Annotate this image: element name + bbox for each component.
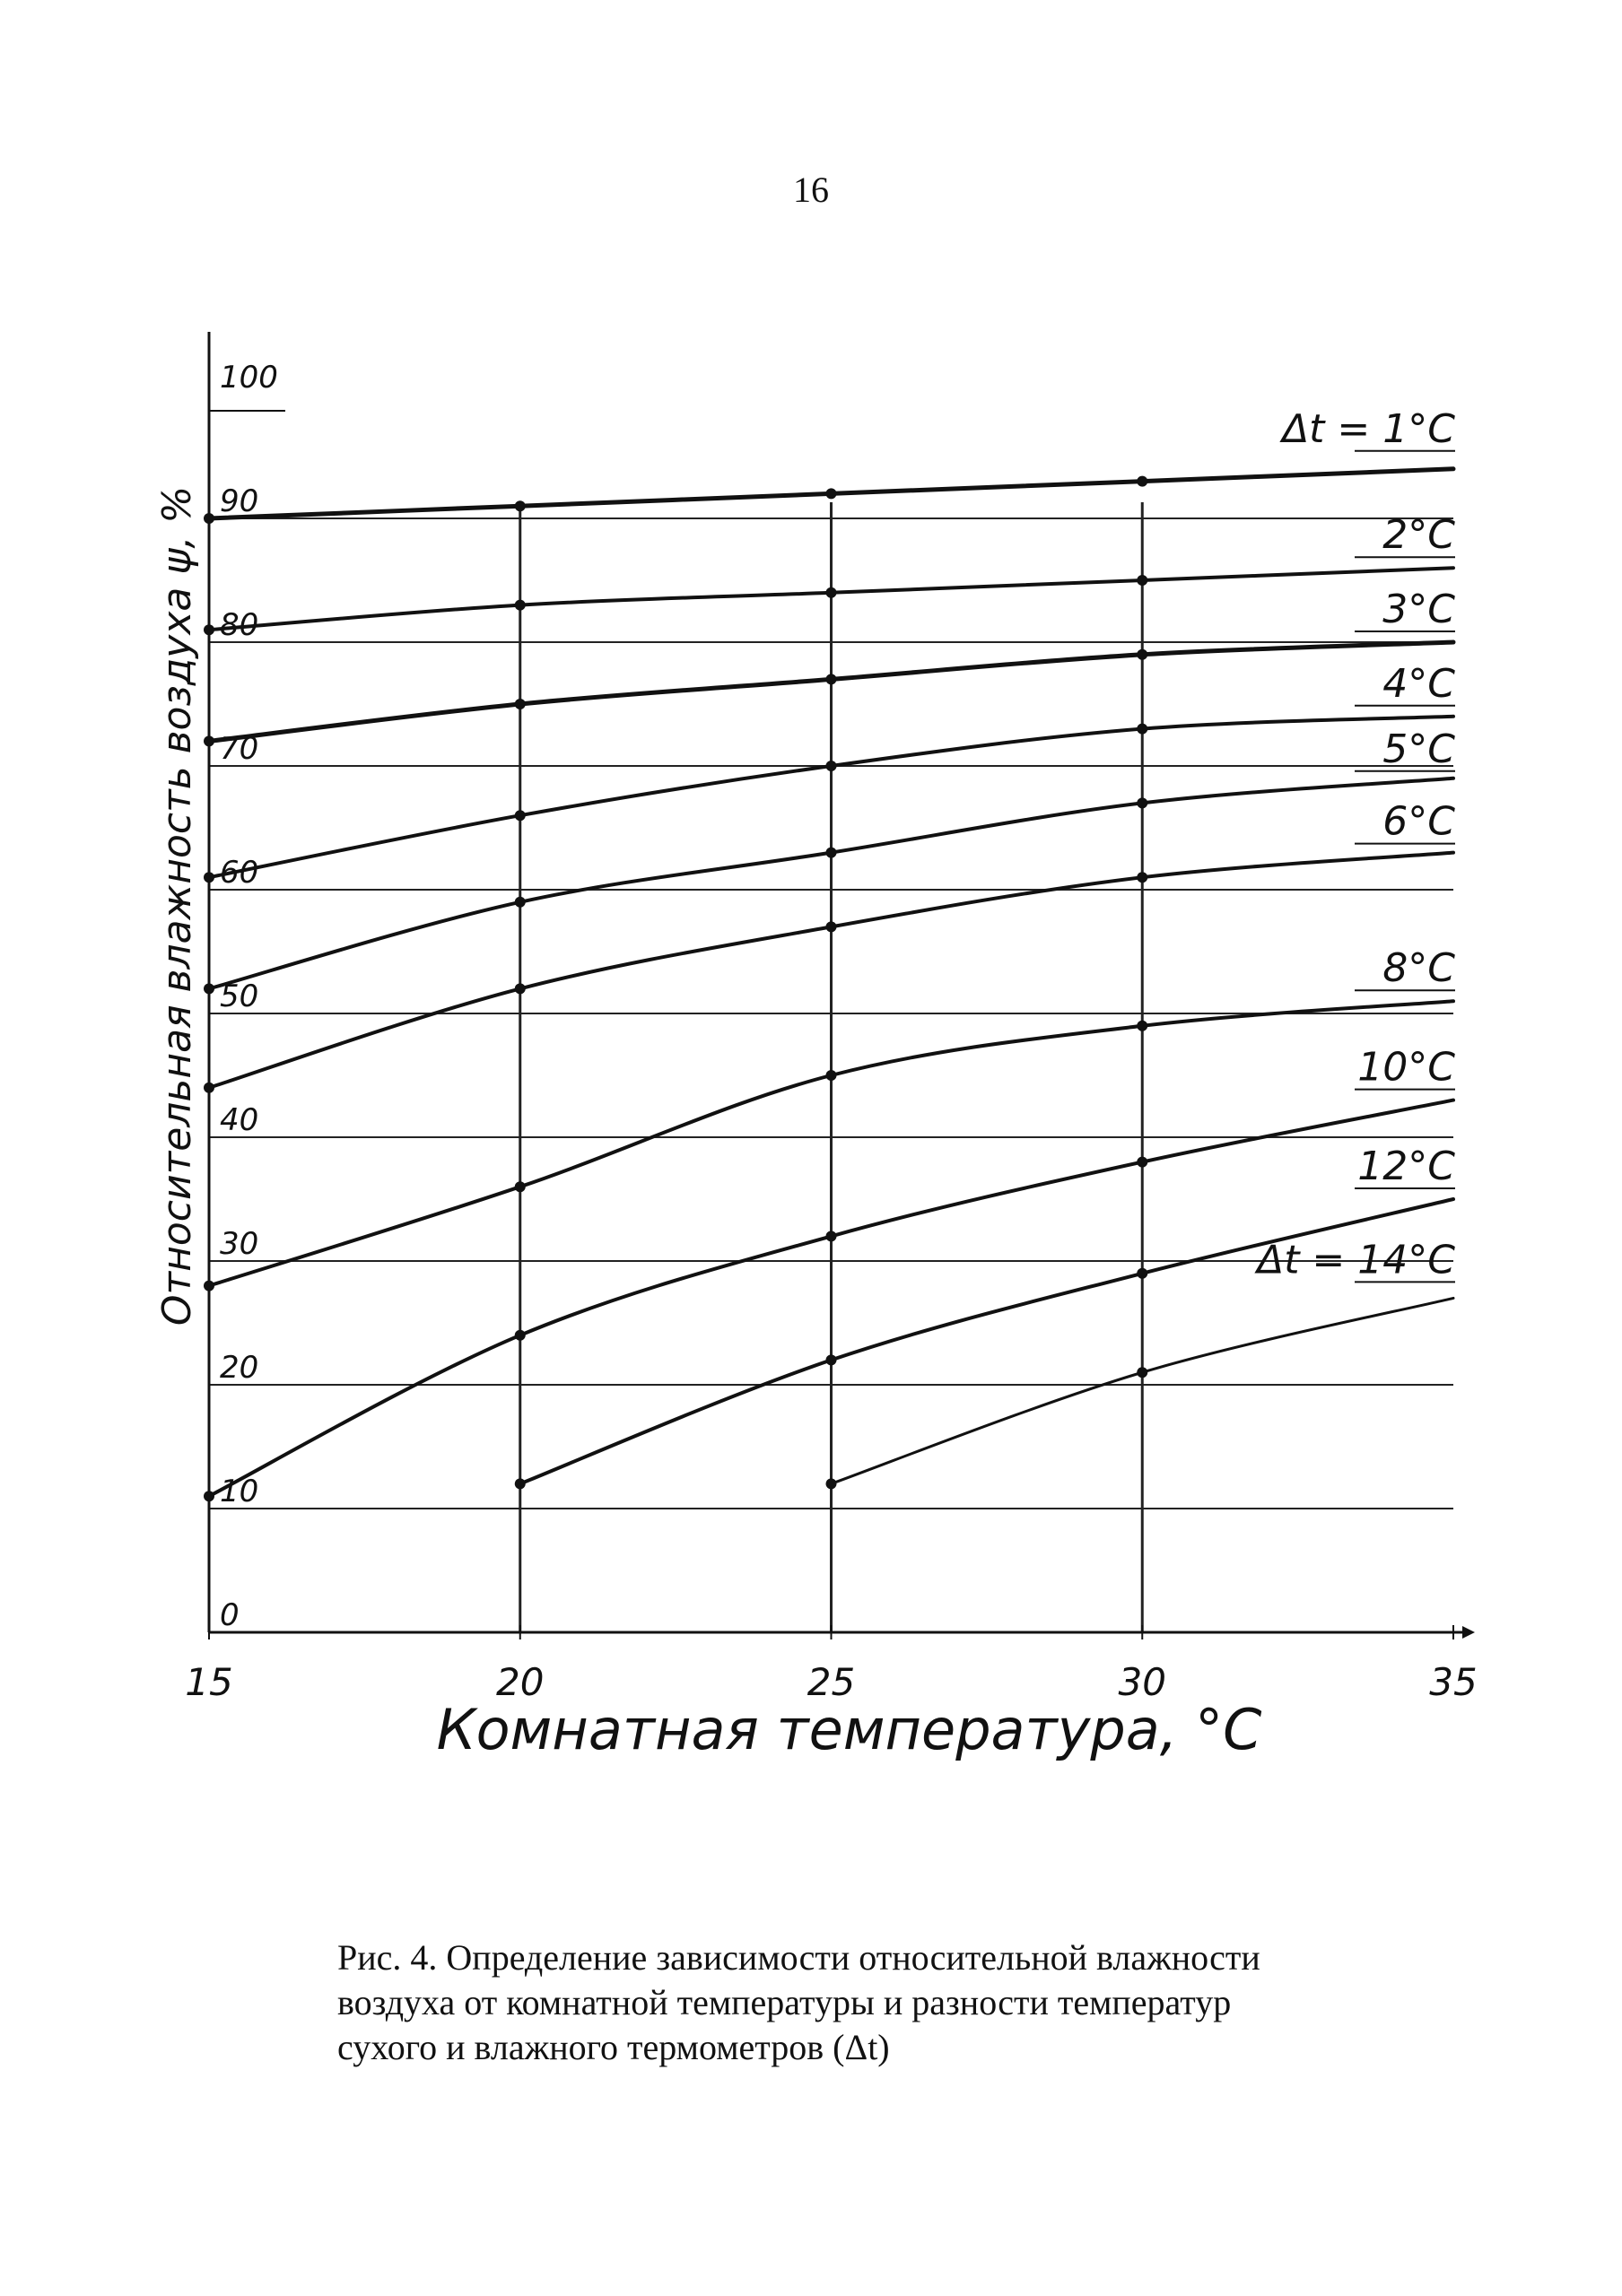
data-point [515,1181,526,1192]
y-tick-label: 70 [220,731,259,767]
x-axis-arrow [1462,1626,1475,1639]
data-point [1137,649,1147,660]
data-point [1137,872,1147,883]
x-tick-label: 25 [807,1660,856,1704]
series-label: 5°C [1382,726,1455,772]
data-point [204,735,214,746]
series-label: 3°C [1382,587,1455,632]
chart-axes [209,332,1475,1639]
data-point [204,983,214,994]
series-label: 2°C [1382,512,1455,559]
y-tick-label: 40 [220,1102,259,1138]
data-point [1137,1268,1147,1279]
data-point [826,761,837,771]
y-tick-label: 50 [220,978,259,1014]
data-point [515,500,526,511]
data-point [515,897,526,908]
y-axis-title: Относительная влажность воздуха ψ, % [154,485,200,1326]
data-point [204,1083,214,1093]
data-point [826,1070,837,1081]
data-point [826,1231,837,1241]
y-tick-label: 80 [220,607,259,643]
data-point [1137,476,1147,487]
data-point [1137,1157,1147,1168]
chart-series-labels [1254,406,1455,1283]
chart-axis-titles [154,486,1262,1762]
data-point [515,699,526,709]
data-point [204,1281,214,1292]
series-label: Δt = 1°C [1282,405,1455,452]
data-point [515,1330,526,1341]
data-point [1137,575,1147,586]
data-point [204,513,214,524]
x-tick-label: 20 [496,1660,545,1704]
data-point [826,848,837,858]
data-point [1137,1367,1147,1378]
series-label: 12°C [1357,1144,1455,1189]
data-point [826,488,837,499]
data-point [515,1478,526,1489]
series-label: 4°C [1382,660,1455,707]
y-tick-label: 0 [220,1597,240,1633]
y-tick-label: 100 [220,360,278,396]
data-point [204,872,214,883]
y-tick-label: 90 [220,483,259,519]
y-tick-label: 20 [220,1350,259,1386]
chart-series [204,469,1453,1501]
data-point [826,1478,837,1489]
figure-caption: Рис. 4. Определение зависимости относительной влажности воздуха от комнатной температуры и разности температур сухого и влажного термометров (Δt) [337,1937,1260,2067]
data-point [1137,797,1147,808]
data-point [826,674,837,684]
data-point [515,983,526,994]
data-point [826,1354,837,1365]
data-point [204,624,214,635]
x-tick-label: 15 [185,1660,233,1704]
x-axis-title: Комнатная температура, °C [436,1697,1262,1762]
y-tick-label: 30 [220,1226,259,1262]
data-point [204,1491,214,1501]
y-tick-label: 10 [220,1474,259,1509]
data-point [1137,724,1147,735]
series-label: 6°C [1382,798,1455,845]
y-tick-label: 60 [220,855,259,891]
x-tick-label: 35 [1429,1660,1478,1704]
series-label: 8°C [1382,945,1455,992]
chart-grid [209,502,1453,1632]
data-point [826,921,837,932]
data-point [1137,1021,1147,1031]
x-tick-label: 30 [1118,1660,1166,1704]
data-point [826,587,837,598]
data-point [515,810,526,821]
series-label: 10°C [1357,1044,1455,1091]
data-point [515,600,526,611]
series-label: Δt = 14°C [1257,1237,1455,1283]
page-number: 16 [793,170,829,210]
